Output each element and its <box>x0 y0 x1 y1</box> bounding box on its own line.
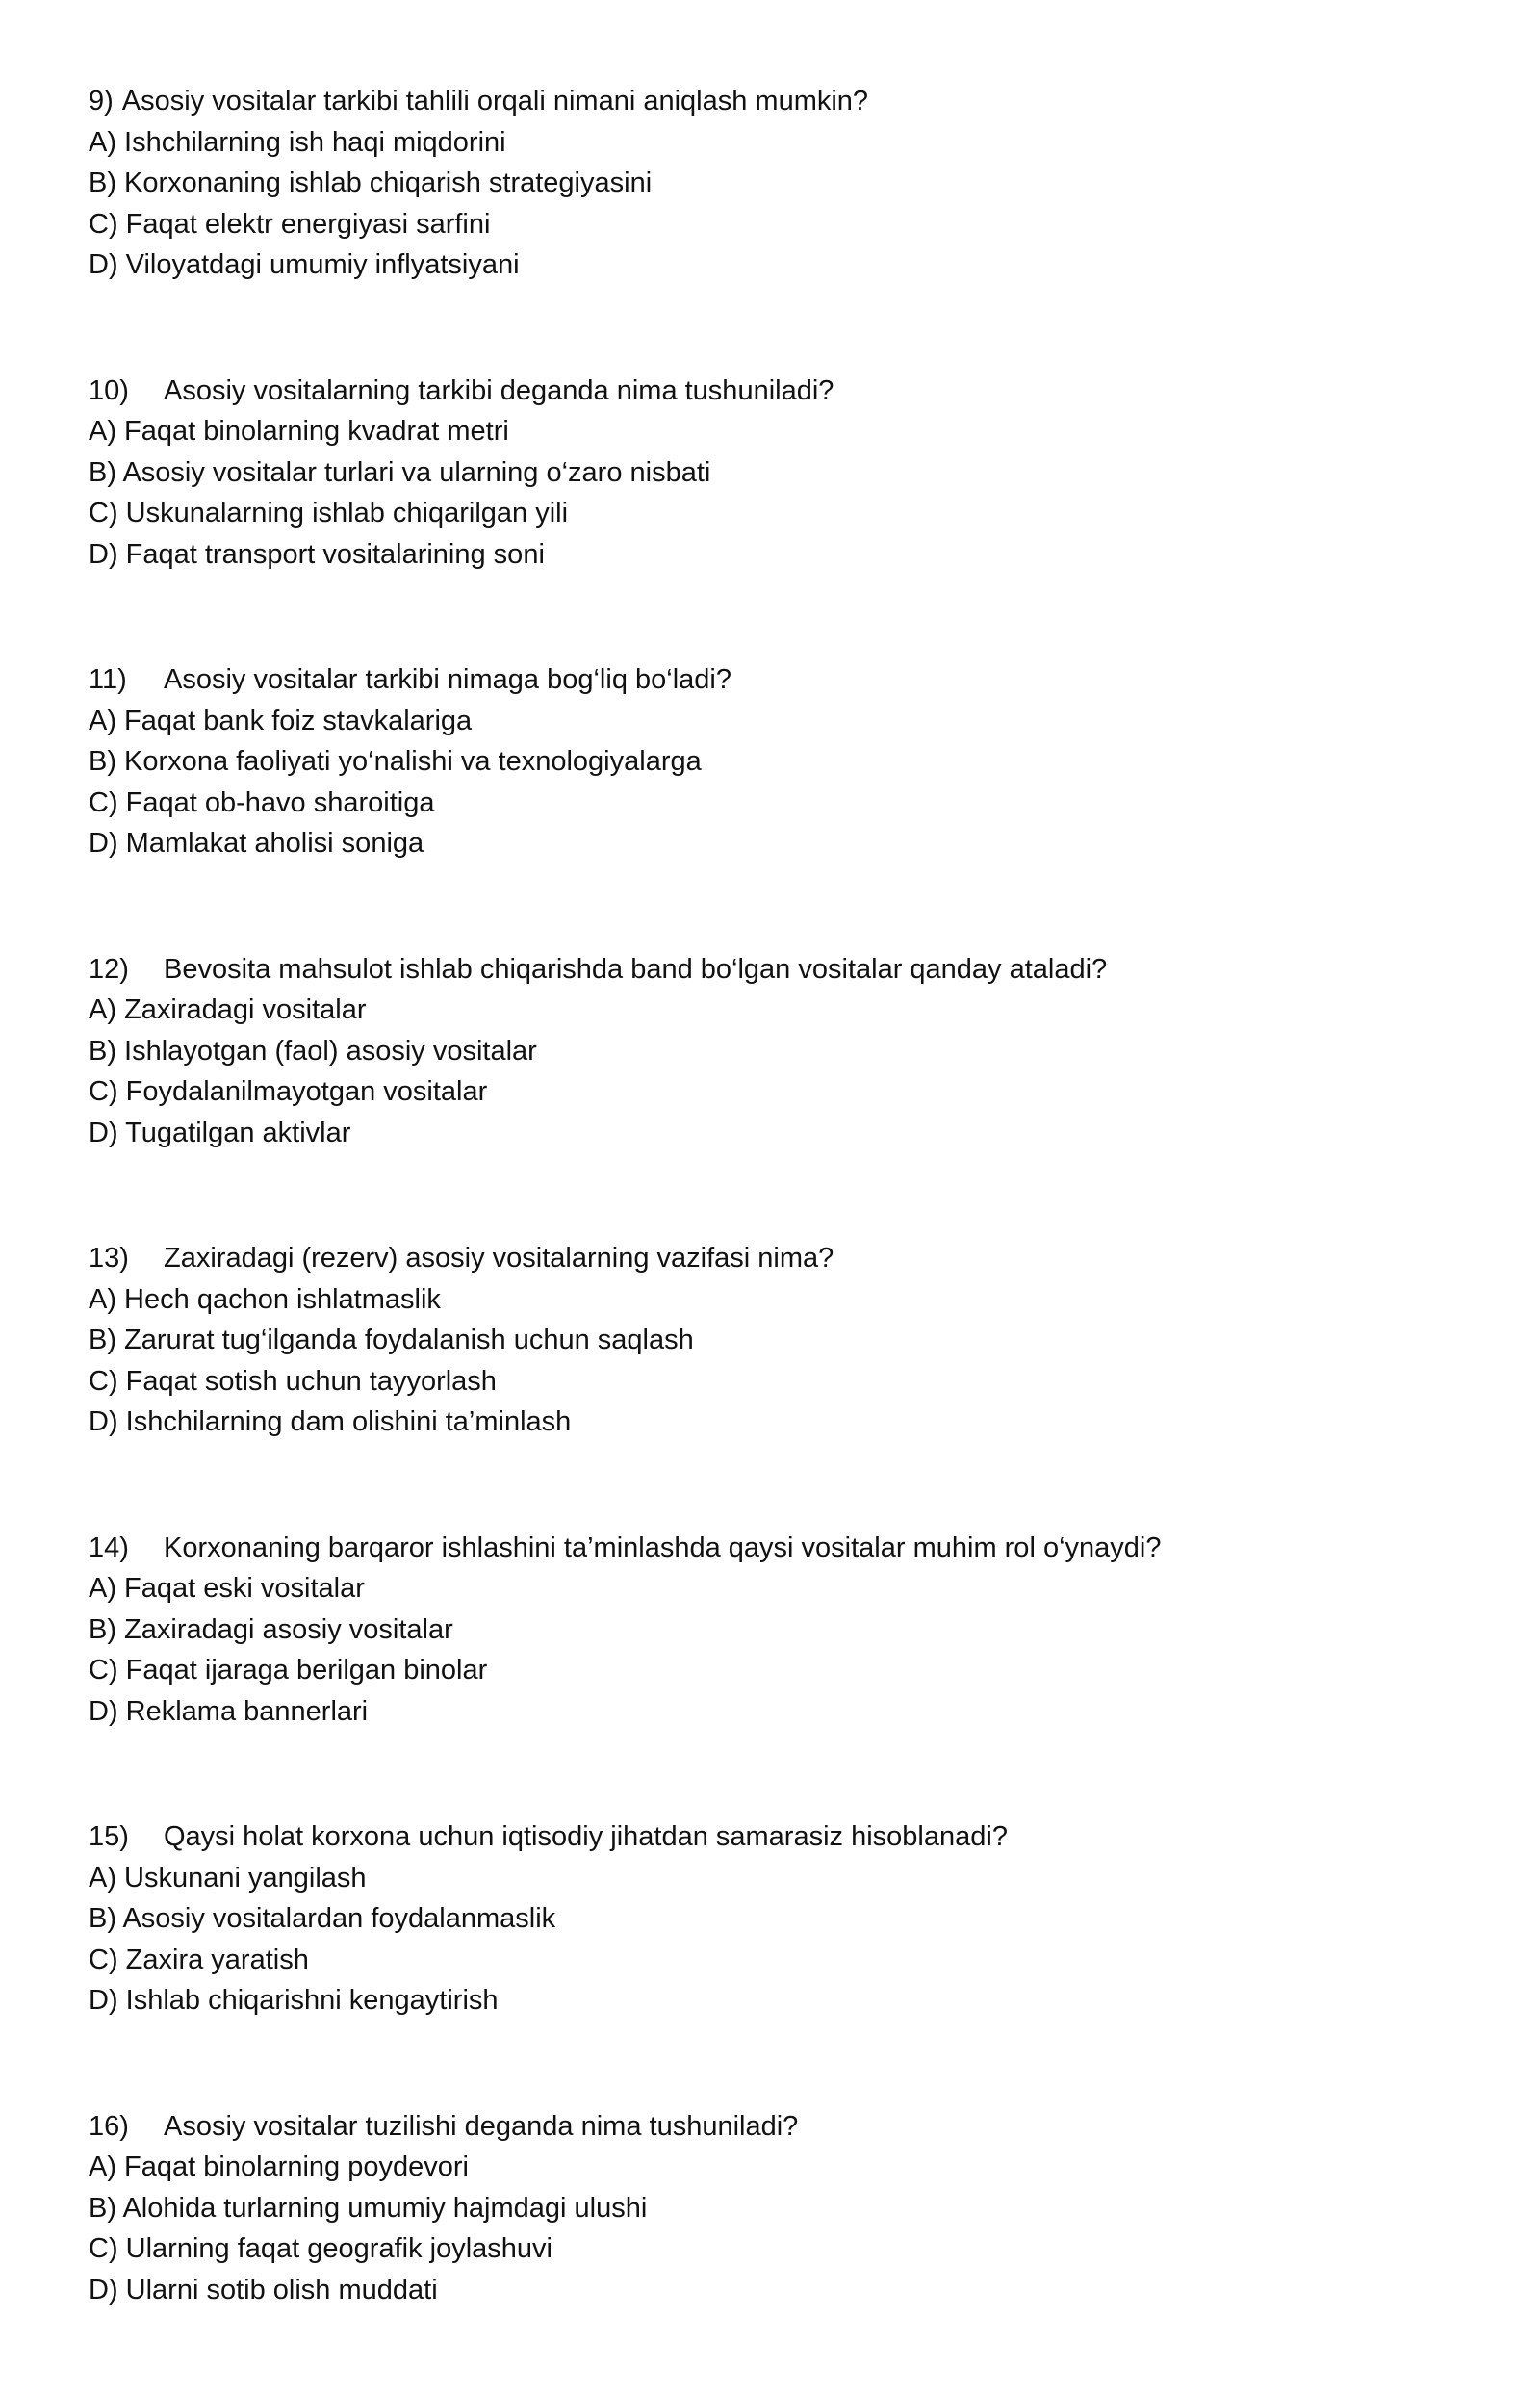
answer-option-c: C) Foydalanilmayotgan vositalar <box>89 1076 488 1107</box>
document-page <box>89 81 1475 2395</box>
question-line <box>89 371 1475 412</box>
answer-option-d: D) Viloyatdagi umumiy inflyatsiyani <box>89 249 520 280</box>
answer-option-a: A) Ishchilarning ish haqi miqdorini <box>89 126 506 158</box>
question-number: 13) <box>89 1243 129 1274</box>
question-line <box>89 949 1475 991</box>
question-9 <box>89 81 1475 286</box>
answer-option-d: D) Ularni sotib olish muddati <box>89 2274 438 2305</box>
answer-option-c: C) Uskunalarning ishlab chiqarilgan yili <box>89 498 569 528</box>
answer-option-d: D) Reklama bannerlari <box>89 1695 369 1727</box>
question-number: 12) <box>89 953 129 985</box>
answer-option-c: C) Faqat elektr energiyasi sarfini <box>89 208 491 240</box>
question-16 <box>89 2106 1475 2311</box>
question-line <box>89 2106 1475 2148</box>
answer-option-d: D) Ishchilarning dam olishini ta’minlash <box>89 1406 572 1437</box>
question-14 <box>89 1528 1475 1733</box>
answer-option-d: D) Mamlakat aholisi soniga <box>89 828 424 859</box>
answer-option-a: A) Faqat binolarning poydevori <box>89 2151 469 2182</box>
question-line <box>89 1816 1475 1858</box>
answer-option-b: B) Alohida turlarning umumiy hajmdagi ulushi <box>89 2192 648 2224</box>
answer-option-a: A) Hech qachon ishlatmaslik <box>89 1283 441 1315</box>
question-number: 11) <box>89 664 127 695</box>
answer-option-b: B) Asosiy vositalardan foydalanmaslik <box>89 1903 556 1934</box>
answer-option-b: B) Asosiy vositalar turlari va ularning o‘zaro nisbati <box>89 456 711 488</box>
answer-option-c: C) Zaxira yaratish <box>89 1944 309 1975</box>
question-line <box>89 1238 1475 1279</box>
question-line <box>89 659 1475 701</box>
answer-option-a: A) Faqat eski vositalar <box>89 1573 365 1604</box>
question-text: Korxonaning barqaror ishlashini ta’minlashda qaysi vositalar muhim rol o‘ynaydi? <box>164 1532 1162 1563</box>
question-number: 15) <box>89 1821 129 1852</box>
question-number: 9) <box>89 86 114 116</box>
answer-option-c: C) Ularning faqat geografik joylashuvi <box>89 2233 552 2264</box>
answer-option-a: A) Zaxiradagi vositalar <box>89 994 367 1025</box>
answer-option-a: A) Uskunani yangilash <box>89 1862 367 1893</box>
question-number: 14) <box>89 1532 129 1563</box>
question-text: Zaxiradagi (rezerv) asosiy vositalarning vazifasi nima? <box>164 1243 834 1274</box>
question-text: Asosiy vositalar tarkibi tahlili orqali nimani aniqlash mumkin? <box>121 86 869 116</box>
answer-option-a: A) Faqat bank foiz stavkalariga <box>89 705 473 736</box>
answer-option-d: D) Ishlab chiqarishni kengaytirish <box>89 1985 499 2016</box>
question-11 <box>89 659 1475 864</box>
answer-option-c: C) Faqat ob-havo sharoitiga <box>89 786 435 818</box>
answer-option-c: C) Faqat sotish uchun tayyorlash <box>89 1365 497 1397</box>
question-number: 10) <box>89 374 129 406</box>
answer-option-d: D) Faqat transport vositalarining soni <box>89 538 545 570</box>
question-10 <box>89 371 1475 576</box>
question-number: 16) <box>89 2110 129 2142</box>
answer-option-b: B) Zaxiradagi asosiy vositalar <box>89 1613 453 1645</box>
answer-option-c: C) Faqat ijaraga berilgan binolar <box>89 1655 488 1686</box>
question-13 <box>89 1238 1475 1443</box>
question-text: Qaysi holat korxona uchun iqtisodiy jihatdan samarasiz hisoblanadi? <box>164 1821 1008 1852</box>
answer-option-b: B) Ishlayotgan (faol) asosiy vositalar <box>89 1035 537 1067</box>
answer-option-b: B) Korxonaning ishlab chiqarish strategiyasini <box>89 167 653 198</box>
question-text: Bevosita mahsulot ishlab chiqarishda band bo‘lgan vositalar qanday ataladi? <box>164 953 1108 985</box>
answer-option-b: B) Korxona faoliyati yo‘nalishi va texnologiyalarga <box>89 746 702 777</box>
question-15 <box>89 1816 1475 2022</box>
question-text: Asosiy vositalar tarkibi nimaga bog‘liq bo‘ladi? <box>164 664 732 695</box>
question-12 <box>89 949 1475 1154</box>
question-text: Asosiy vositalar tuzilishi deganda nima tushuniladi? <box>164 2110 799 2142</box>
answer-option-a: A) Faqat binolarning kvadrat metri <box>89 416 509 447</box>
question-line <box>89 81 1475 122</box>
answer-option-b: B) Zarurat tug‘ilganda foydalanish uchun saqlash <box>89 1325 694 1355</box>
question-text: Asosiy vositalarning tarkibi deganda nima tushuniladi? <box>164 374 834 406</box>
answer-option-d: D) Tugatilgan aktivlar <box>89 1117 351 1148</box>
question-line <box>89 1528 1475 1569</box>
